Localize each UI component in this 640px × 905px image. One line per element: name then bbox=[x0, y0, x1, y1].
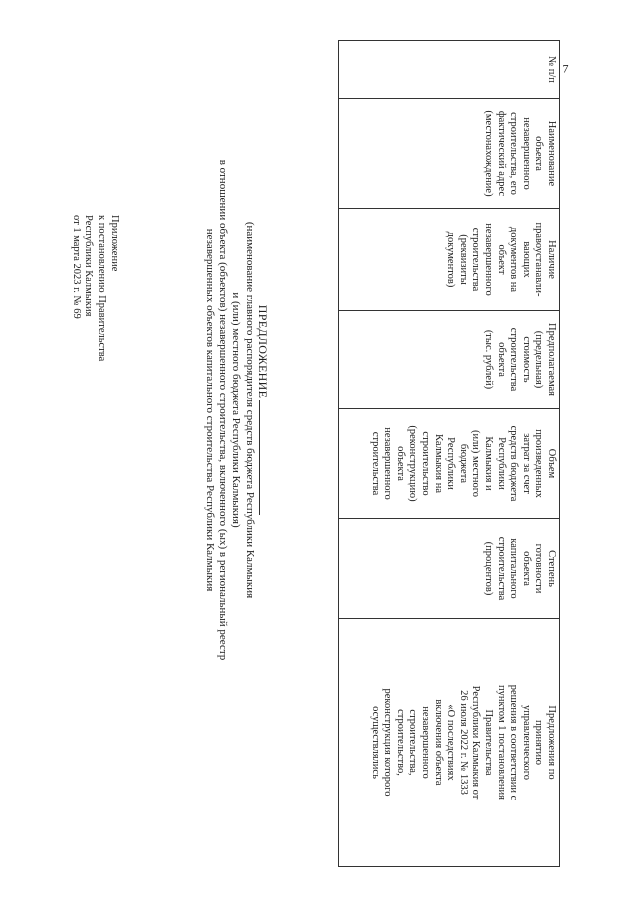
col-header-proposals bbox=[339, 619, 560, 867]
subtitle-line-2: и (или) местного бюджета Республики Калмыкия) bbox=[230, 292, 243, 528]
page-number: 7 bbox=[562, 61, 569, 76]
col-header-readiness bbox=[339, 519, 560, 619]
appendix-line-1: Приложение bbox=[109, 215, 120, 272]
appendix-line-3: Республики Калмыкия bbox=[83, 215, 95, 317]
col-header-number bbox=[339, 41, 560, 99]
col-header-proposals-text: Предложения по принятию управленческого решения в соответствии с пунктом 1 постановления Правительства Республики Калмыкия от 26 июля 2022 г. № 1333 «О последствиях включения объекта незавершенного строительства, строительство, реконструкция которого осуществлялись bbox=[369, 684, 557, 801]
subtitle-line-3: в отношении объекта (объектов) незавершенного строительства, включенного (ых) в региональный реестр bbox=[217, 159, 230, 661]
col-header-readiness-text: Степень готовности объекта капитального строительства (процентов) bbox=[483, 536, 557, 601]
subtitle-line-4: незавершенных объектов капитального строительства Республики Калмыкия bbox=[204, 228, 217, 592]
col-header-estimated-cost bbox=[339, 311, 560, 409]
table-header-row bbox=[339, 41, 560, 867]
col-header-incurred-costs-text: Объем произведенных затрат за счет средств бюджета Республики Калмыкия и (или) местного бюджета Республики Калмыкия на строительство (реконструкцию) объекта незавершенного строительства bbox=[369, 425, 557, 502]
title-fill-line bbox=[259, 400, 260, 515]
appendix-line-4: от 1 марта 2023 г. № 69 bbox=[70, 215, 82, 319]
col-header-object-name bbox=[339, 99, 560, 209]
document-title bbox=[256, 60, 270, 760]
col-header-object-name-text: Наименование объекта незавершенного строительства, его фактический адрес (местонахождение) bbox=[483, 110, 557, 197]
subtitle-line-1: (наименование главного распорядителя средств бюджета Республики Калмыкия bbox=[243, 221, 256, 599]
title-text: ПРЕДЛОЖЕНИЕ bbox=[256, 304, 270, 399]
col-header-title-documents-text: Наличие правоустанавли- вающих документов на объект незавершенного строительства (реквизиты документов) bbox=[445, 222, 557, 297]
appendix-note bbox=[69, 215, 120, 455]
col-header-number-text: № п/п bbox=[546, 56, 557, 83]
col-header-title-documents bbox=[339, 209, 560, 311]
col-header-estimated-cost-text: Предполагаемая (предельная) стоимость строительства объекта (тыс. рублей) bbox=[483, 322, 557, 397]
proposal-table bbox=[338, 40, 560, 867]
document-title-block bbox=[203, 60, 270, 760]
col-header-incurred-costs bbox=[339, 409, 560, 519]
appendix-line-2: к постановлению Правительства bbox=[96, 215, 108, 362]
